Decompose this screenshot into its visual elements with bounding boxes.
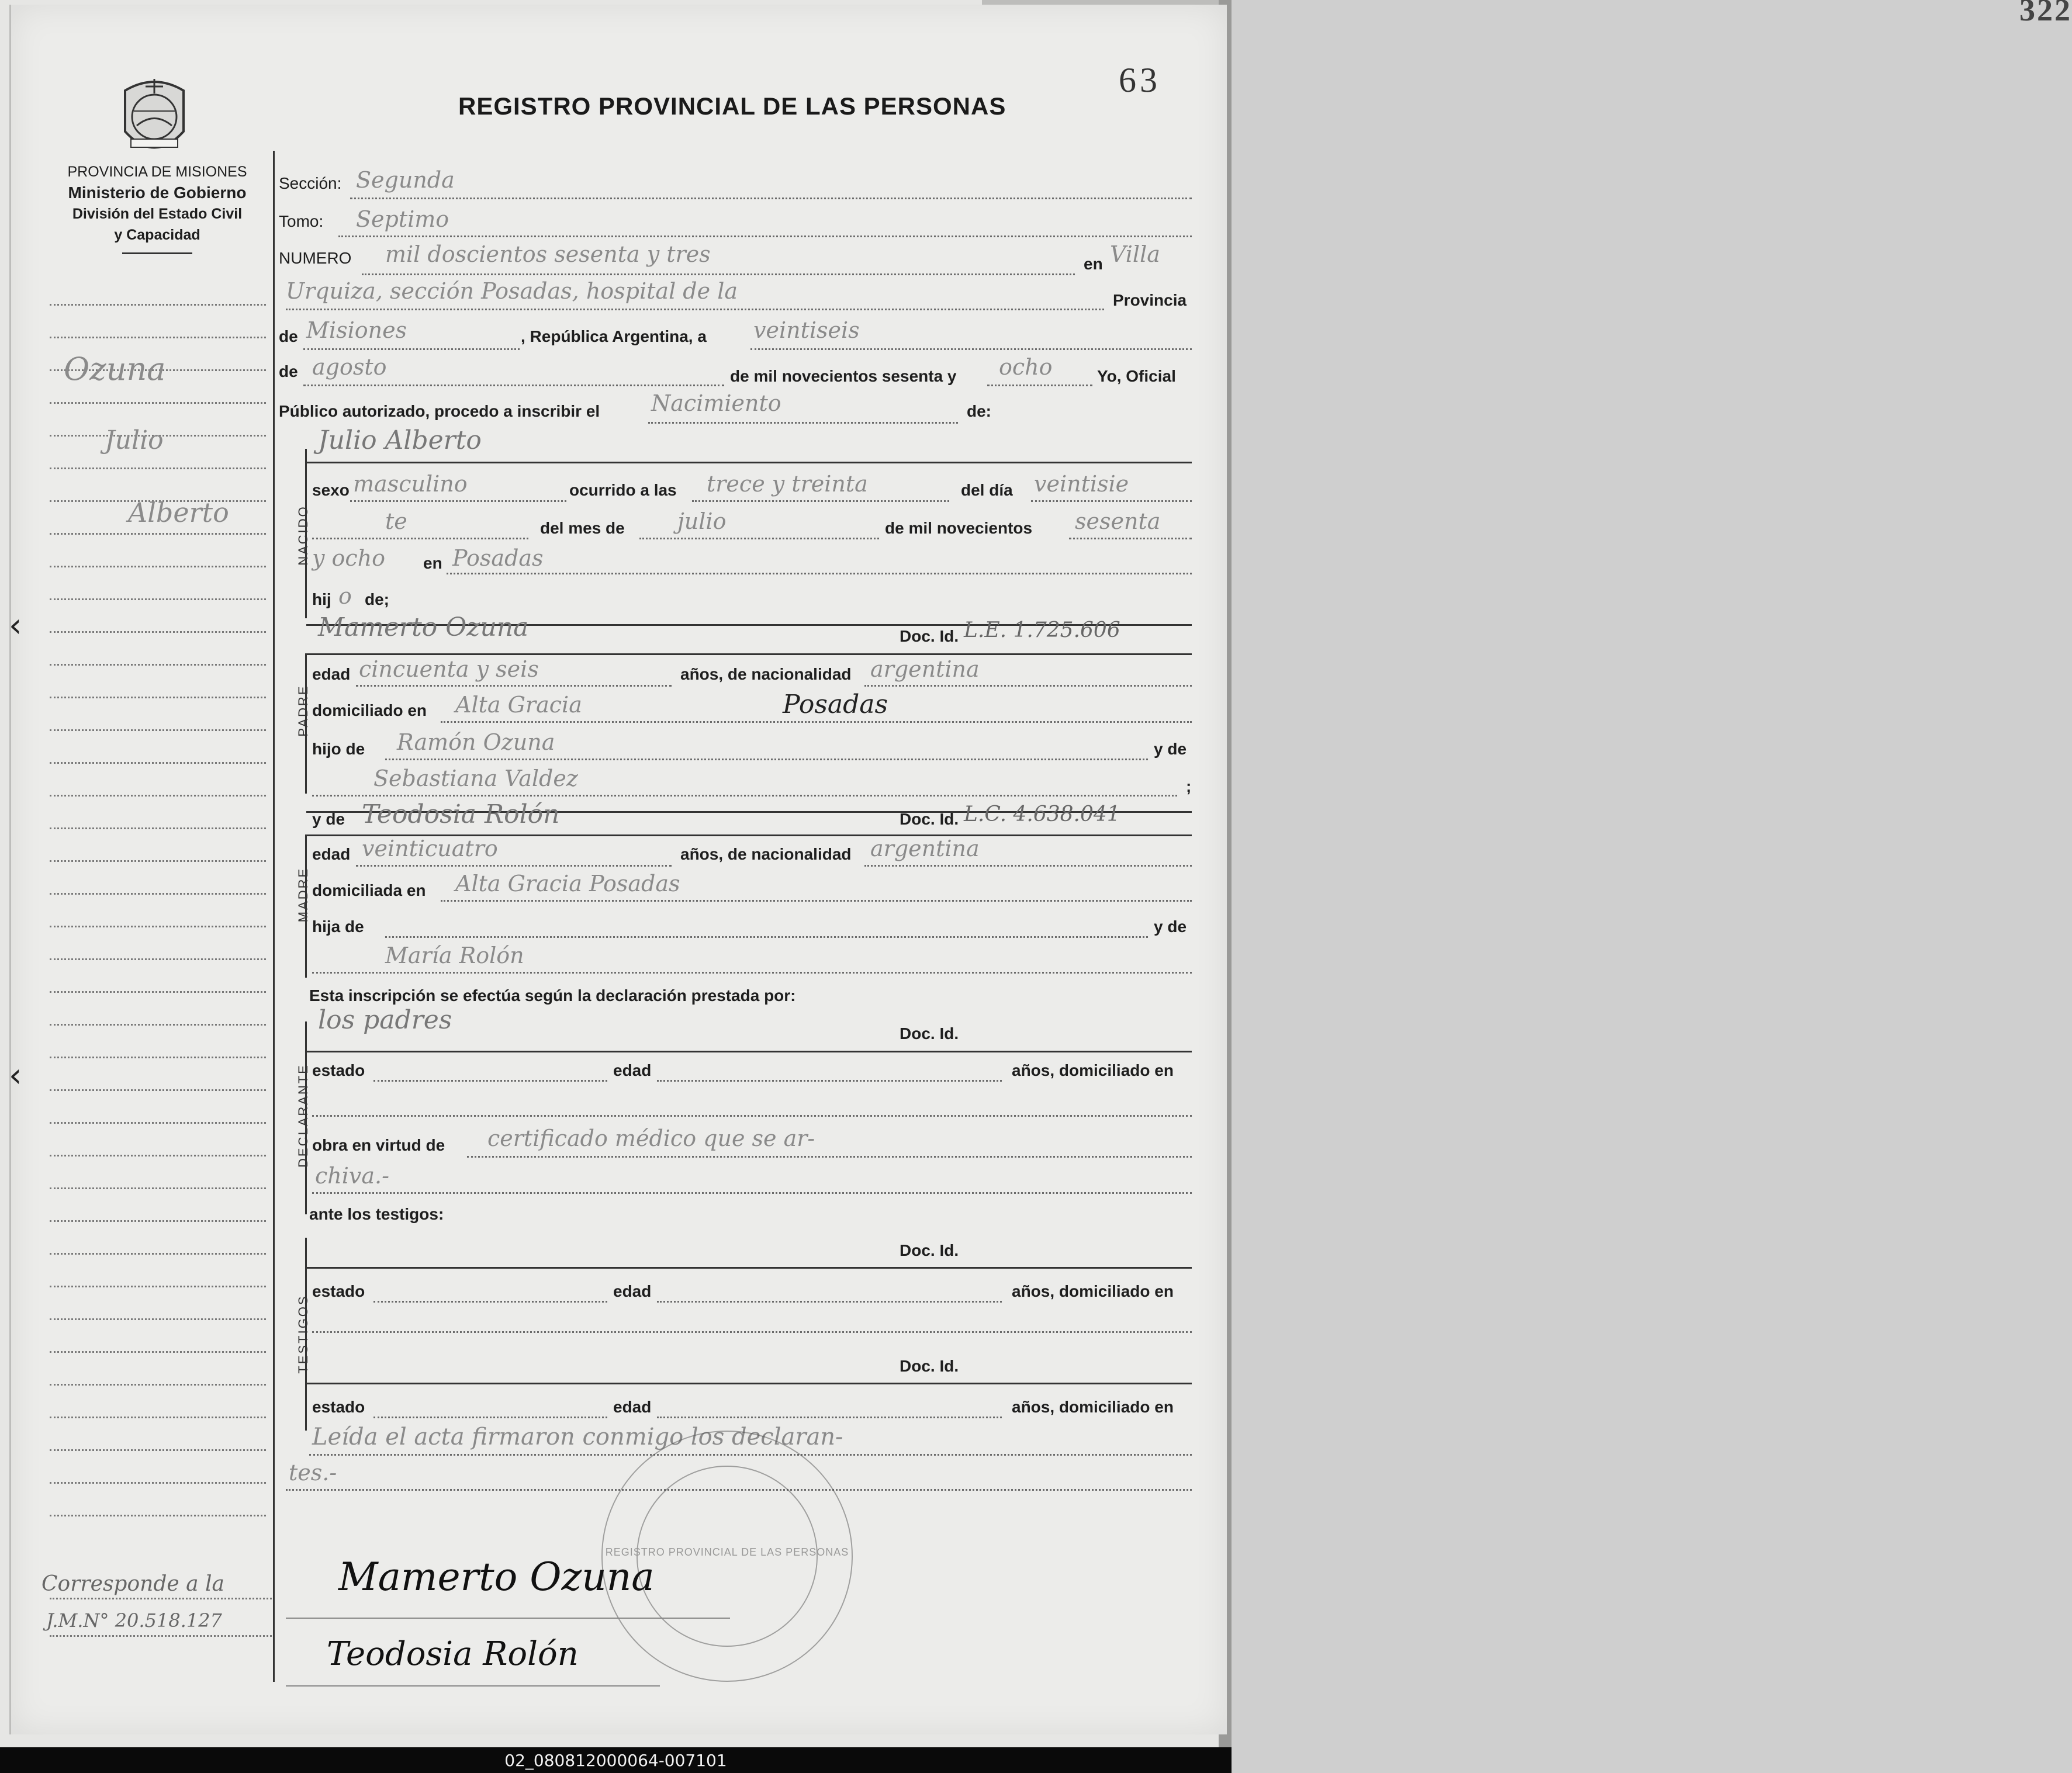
label-testigo1-dom: años, domiciliado en [1012,1282,1174,1300]
field-madre-dom: Alta Gracia Posadas [455,871,680,896]
field-madre-doc: L.C. 4.638.041 [964,802,1120,826]
label-seccion: Sección: [279,174,342,192]
field-en-2: Urquiza, sección Posadas, hospital de la [286,278,738,304]
nacido-top-rule [306,462,1192,463]
field-mes-nac: julio [677,508,727,534]
label-padre-doc: Doc. Id. [900,627,959,645]
field-nombre: Julio Alberto [318,425,482,455]
label-de-mil-nov: de mil novecientos [885,519,1033,537]
field-numero: mil doscientos sesenta y tres [385,241,711,267]
signature-line-mother [286,1685,660,1687]
label-de-2: de [279,362,298,380]
field-anio: ocho [999,354,1053,380]
field-dia-1: veintisie [1034,471,1129,497]
label-testigo2-estado: estado [312,1398,365,1416]
label-padre-y-de: y de [1154,740,1187,758]
provincial-crest-icon [110,70,198,164]
label-del-dia: del día [961,481,1013,499]
label-padre-edad: edad [312,665,351,683]
label-declarante-estado: estado [312,1061,365,1079]
label-sexo: sexo [312,481,350,499]
label-de-semicolon: de; [365,590,389,608]
label-madre-nac: años, de nacionalidad [680,845,852,863]
label-de-colon: de: [967,402,991,420]
label-ocurrido: ocurrido a las [569,481,677,499]
margin-given-name-2: Alberto [128,497,229,528]
testigo2-rule [306,1383,1192,1384]
label-madre-edad: edad [312,845,351,863]
label-semicolon: ; [1186,777,1192,795]
label-declarante-doc: Doc. Id. [900,1024,959,1043]
side-label-nacido: NACIDO [296,505,310,566]
label-en: en [1084,255,1103,273]
label-de-mil: de mil novecientos sesenta y [730,367,957,385]
margin-correspondence-2: J.M.N° 20.518.127 [46,1609,222,1632]
field-madre-edad: veinticuatro [362,836,498,861]
declarante-rule [306,1051,1192,1052]
stamp-text: REGISTRO PROVINCIAL DE LAS PERSONAS [605,1546,849,1558]
authority-ministry: Ministerio de Gobierno [68,183,247,202]
field-cierre-2: tes.- [289,1460,337,1485]
label-provincia: Provincia [1113,291,1187,309]
label-padre-nac: años, de nacionalidad [680,665,852,683]
field-padre-dom-2: Posadas [783,690,888,719]
field-madre-nombre: Teodosia Rolón [362,799,560,829]
signature-line-father [286,1618,730,1619]
label-testigo1-doc: Doc. Id. [900,1241,959,1259]
label-de-1: de [279,327,298,345]
label-testigo1-estado: estado [312,1282,365,1300]
label-testigo2-dom: años, domiciliado en [1012,1398,1174,1416]
field-padre-nac: argentina [870,656,980,682]
top-stamp-number: 322 [2019,0,2072,27]
label-padre-dom: domiciliado en [312,701,427,719]
authority-divider [122,252,192,254]
signature-father: Mamerto Ozuna [338,1554,655,1599]
field-padre-edad: cincuenta y seis [359,656,539,682]
side-label-declarante: DECLARANTE [296,1064,310,1168]
label-testigo2-edad: edad [613,1398,652,1416]
side-label-madre: MADRE [296,867,310,923]
margin-surname: Ozuna [64,351,166,387]
side-label-padre: PADRE [296,684,310,737]
field-dia-a: veintiseis [753,317,860,343]
label-madre-y-de-2: y de [1154,917,1187,936]
label-yo-oficial: Yo, Oficial [1097,367,1176,385]
field-tomo: Septimo [356,206,449,232]
label-publico: Público autorizado, procedo a inscribir el [279,402,600,420]
field-provincia: Misiones [306,317,407,343]
field-padre-padre: Ramón Ozuna [397,729,555,755]
label-testigo2-doc: Doc. Id. [900,1357,959,1375]
label-madre-dom: domiciliada en [312,881,426,899]
label-numero: NUMERO [279,249,352,267]
label-del-mes: del mes de [540,519,625,537]
label-madre-doc: Doc. Id. [900,810,959,828]
field-madre-madre: María Rolón [385,943,524,968]
margin-given-name-1: Julio [105,425,164,455]
authority-capacity: y Capacidad [114,227,200,243]
label-ante: ante los testigos: [309,1205,444,1223]
field-padre-madre: Sebastiana Valdez [373,766,578,791]
label-republica: , República Argentina, a [521,327,707,345]
field-declarante: los padres [318,1005,452,1035]
field-en-1: Villa [1110,241,1160,267]
page-title: REGISTRO PROVINCIAL DE LAS PERSONAS [458,92,1006,120]
binding-mark-1-icon: ‹ [9,607,22,645]
margin-separator [273,151,275,1682]
field-obra-1: certificado médico que se ar- [487,1126,815,1151]
authority-province: PROVINCIA DE MISIONES [67,164,247,180]
label-en-lugar: en [423,554,442,572]
field-dia-2: te [385,508,407,534]
field-sexo: masculino [353,471,468,497]
label-hijo-de: hijo de [312,740,365,758]
field-lugar: Posadas [452,545,544,571]
field-acto: Nacimiento [651,390,781,416]
field-cierre-1: Leída el acta firmaron conmigo los declaran- [312,1424,843,1450]
field-padre-dom-1: Alta Gracia [455,692,582,718]
field-padre-nombre: Mamerto Ozuna [318,612,529,642]
padre-name-rule [306,653,1192,655]
label-hija-de: hija de [312,917,364,936]
label-declarante-dom: años, domiciliado en [1012,1061,1174,1079]
field-obra-2: chiva.- [315,1163,389,1189]
authority-division: División del Estado Civil [72,206,243,222]
field-anio-nac-2: y ocho [312,545,386,571]
signature-mother: Teodosia Rolón [327,1635,579,1673]
label-esta-inscripcion: Esta inscripción se efectúa según la declaración prestada por: [309,986,796,1005]
field-madre-nac: argentina [870,836,980,861]
page-number: 63 [1119,61,1161,99]
certificate-page [9,5,1227,1734]
margin-correspondence-1: Corresponde a la [41,1572,224,1596]
testigo1-rule [306,1267,1192,1269]
label-madre-y-de: y de [312,810,345,828]
authority-block [40,161,274,254]
field-hijo-suffix: o [338,583,352,609]
binding-mark-2-icon: ‹ [9,1057,22,1095]
field-mes: agosto [312,354,387,380]
field-padre-doc: L.E. 1.725.606 [964,618,1120,642]
field-seccion: Segunda [356,167,455,193]
side-label-testigos: TESTIGOS [296,1294,310,1374]
filename-label: 02_080812000064-007101 [504,1751,727,1770]
field-hora: trece y treinta [707,471,868,497]
field-anio-nac-1: sesenta [1075,508,1161,534]
label-testigo1-edad: edad [613,1282,652,1300]
label-hij: hij [312,590,331,608]
label-tomo: Tomo: [279,212,324,230]
label-obra: obra en virtud de [312,1136,445,1154]
label-declarante-edad: edad [613,1061,652,1079]
